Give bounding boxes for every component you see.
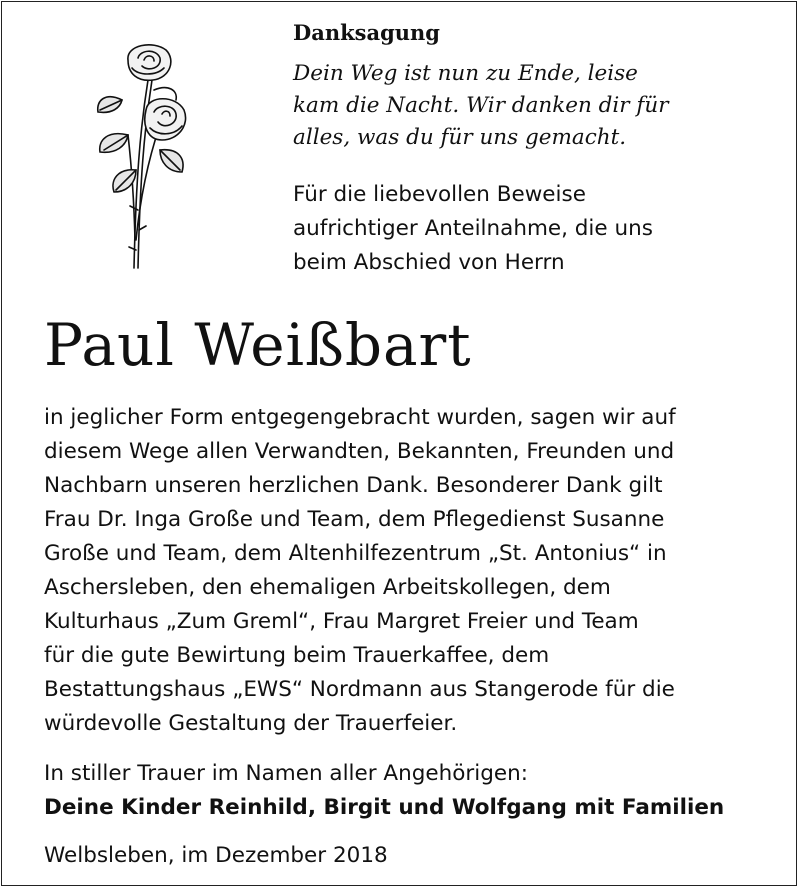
deceased-name: Paul Weißbart: [44, 311, 472, 379]
rose-icon: [78, 40, 198, 270]
poem: [293, 58, 783, 154]
body-line: Große und Team, dem Altenhilfezentrum „St. Antonius“ in: [44, 541, 667, 566]
signers: Deine Kinder Reinhild, Birgit und Wolfgang mit Familien: [44, 795, 725, 820]
body-line: diesem Wege allen Verwandten, Bekannten, Freunden und: [44, 439, 675, 464]
body-line: würdevolle Gestaltung der Trauerfeier.: [44, 711, 458, 736]
poem-line: Dein Weg ist nun zu Ende, leise: [293, 61, 638, 86]
body-line: Nachbarn unseren herzlichen Dank. Besonderer Dank gilt: [44, 473, 663, 498]
poem-line: kam die Nacht. Wir danken dir für: [293, 93, 669, 118]
intro-line: beim Abschied von Herrn: [293, 250, 565, 275]
poem-line: alles, was du für uns gemacht.: [293, 125, 627, 150]
heading: Danksagung: [293, 20, 440, 45]
intro-line: aufrichtiger Anteilnahme, die uns: [293, 216, 653, 241]
body-line: Bestattungshaus „EWS“ Nordmann aus Stangerode für die: [44, 677, 675, 702]
closing-line: In stiller Trauer im Namen aller Angehörigen:: [44, 761, 528, 786]
intro-text: [293, 178, 783, 280]
body-line: Kulturhaus „Zum Greml“, Frau Margret Freier und Team: [44, 609, 639, 634]
thanks-text: [44, 401, 784, 741]
body-line: für die gute Bewirtung beim Trauerkaffee, dem: [44, 643, 550, 668]
body-line: Frau Dr. Inga Große und Team, dem Pflegedienst Susanne: [44, 507, 665, 532]
body-line: Aschersleben, den ehemaligen Arbeitskollegen, dem: [44, 575, 611, 600]
body-line: in jeglicher Form entgegengebracht wurden, sagen wir auf: [44, 405, 676, 430]
intro-line: Für die liebevollen Beweise: [293, 182, 586, 207]
place-date: Welbsleben, im Dezember 2018: [44, 843, 388, 868]
closing: [44, 757, 784, 825]
